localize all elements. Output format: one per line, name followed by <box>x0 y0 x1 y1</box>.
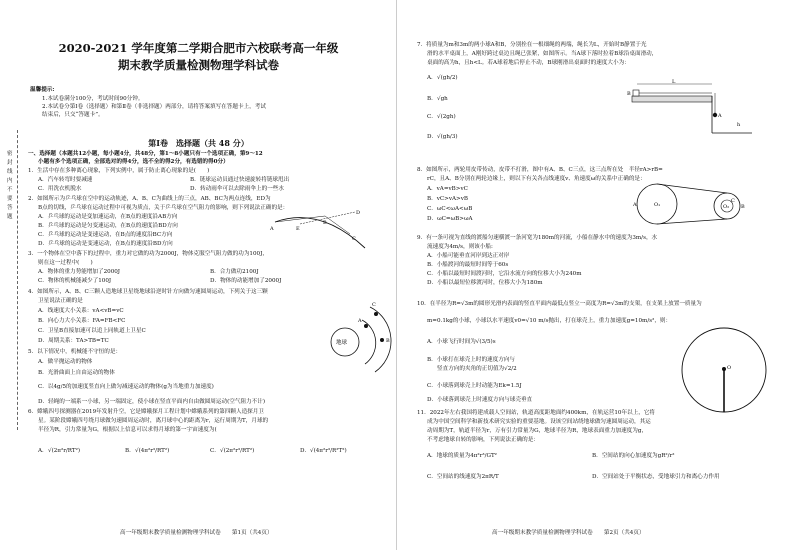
option-label: B． <box>125 448 135 454</box>
option: C．小球落到球壳上时动能为Ek=1.5J <box>427 383 522 389</box>
option-label: D． <box>300 448 311 454</box>
option: A．乒乓球的运动是变加速运动，在B点的速度沿AB方向 <box>38 214 178 220</box>
fig-label: B <box>323 220 327 226</box>
fig-label: B <box>627 91 631 97</box>
text-line: 滑的水平桌面上，A刚好跨过桌边且绳已张紧，如图所示。当A球下落时拉着B球沿桌面滑动， <box>427 51 658 57</box>
text-line: 流速度为4m/s，则该小船: <box>427 244 493 250</box>
option: C．ωC<ωA<ωB <box>427 206 473 212</box>
option-label: D． <box>427 134 438 140</box>
option: B．乒乓球的运动是匀变速运动，在B点的速度沿BD方向 <box>38 223 178 229</box>
option: C．小船以最短时间渡河时，它沿水流方向的位移大小为240m <box>427 271 582 277</box>
option-formula: √(gh/2) <box>437 75 458 81</box>
option: B．合力做功2100J <box>210 269 259 275</box>
option: B．空间站的向心加速度为gR²/r² <box>592 453 675 459</box>
option: D．空间站处于平衡状态，受地球引力和离心力作用 <box>592 474 720 480</box>
option: C．空间站的线速度为2πR/T <box>427 474 499 480</box>
fig-label: O <box>727 365 732 371</box>
fig-label: L <box>672 79 676 85</box>
option: A．做平抛运动的物体 <box>38 359 93 365</box>
option: B．链球运动员通过快速旋转将链球甩出 <box>190 177 290 183</box>
option: D．周期关系：TA>TB=TC <box>38 338 109 344</box>
fig-label: A <box>718 113 722 119</box>
option: B．光滑曲面上自由运动的物体 <box>38 370 115 376</box>
option: D．乒乓球的运动是变速运动，在B点的速度沿BD方向 <box>38 241 173 247</box>
question-8: 8．如图所示，两轮用皮带传动，皮带不打滑，图中有A、B、C三点，这三点所在处 半径rA>rB= <box>417 167 663 173</box>
fig-label: O₂ <box>723 204 730 210</box>
option: C．用洗衣机脱水 <box>38 186 82 192</box>
q8-belt-figure <box>627 182 757 228</box>
exam-page-2 <box>397 0 794 550</box>
text-line: 一、选择题（本题共12小题，每小题4分，共48分，第1～8小题只有一个选项正确，第9～12 <box>28 151 263 157</box>
text-line: 桌面的高为h，且h<L。若A球着地后停止不动，B球刚滑出桌面时的速度大小为： <box>427 60 630 66</box>
question-9: 9．有一条可视为直线的渡船匀速横渡一条河宽为180m的河流，小船在静水中的速度为3m/s，水 <box>417 235 658 241</box>
option-formula: √gh <box>437 96 448 102</box>
exam-title-line2: 期末教学质量检测物理学科试卷 <box>118 58 279 72</box>
notice-item-1: 1.本试卷满分100分，考试时间90分钟。 <box>42 96 144 102</box>
option: D．轻绳的一端系一小球，另一端固定，使小球在竖直平面内自由做圆周运动(空气阻力不计) <box>38 399 266 405</box>
option: B．vC>vA>vB <box>427 196 468 202</box>
option: A．线速度大小关系：vA<vB=vC <box>38 308 124 314</box>
option: D．ωC=ωB>ωA <box>427 216 473 222</box>
option: C．物体的机械能减少了100J <box>38 278 112 284</box>
notice-item-2b: 结束后，只交“答题卡”。 <box>42 112 104 118</box>
section-title: 第Ⅰ卷 选择题（共 48 分） <box>148 138 249 148</box>
option-formula: √(4π²r³/RT²) <box>135 448 170 454</box>
option-formula: √(2π²r³/RT²) <box>220 448 255 454</box>
text-line: 则在这一过程中( ) <box>38 260 93 266</box>
fig-label: A <box>270 226 274 232</box>
q4-orbit-figure <box>300 292 390 372</box>
fig-label: C <box>372 302 376 308</box>
option-label: A． <box>38 448 48 454</box>
question-5: 5．以下情况中，机械能不守恒的是： <box>28 349 122 355</box>
fig-label: 地球 <box>336 340 348 346</box>
option-formula: √(2π²r/RT²) <box>48 448 81 454</box>
q2-trajectory-figure <box>270 210 370 255</box>
seal-line-notice: 密封线内不要答题 <box>7 151 13 220</box>
exam-title-line1: 2020-2021 学年度第二学期合肥市六校联考高一年级 <box>58 41 339 55</box>
fig-label: C <box>731 198 735 204</box>
question-1: 1．生活中存在多种离心现象，下列实例中，属于防止离心现象的是( ) <box>28 168 210 174</box>
option: A．vA=vB>vC <box>427 186 468 192</box>
fig-label: D <box>356 210 361 216</box>
option: B．向心力大小关系：FA=FB<FC <box>38 318 126 324</box>
notice-heading: 温馨提示: <box>30 87 55 93</box>
page-footer: 高一年级期末教学质量检测物理学科试卷 第1页（共4页） <box>120 530 273 536</box>
text-line: 竖直方向的夹角的正切值为√2/2 <box>437 366 517 372</box>
option: A．小球飞行时间为√(3/5)s <box>427 339 496 345</box>
notice-item-2: 2.本试卷分第Ⅰ卷（选择题）和第Ⅱ卷（非选择题）两部分，请将答案填写在答题卡上，考试 <box>42 104 266 110</box>
option: B．小船渡河的最短时间等于60s <box>427 262 509 268</box>
option: A．物体的重力势能增加了2000J <box>38 269 121 275</box>
option: C．乒乓球的运动是变速运动，在B点的速度沿BC方向 <box>38 232 173 238</box>
option-label: C． <box>427 114 437 120</box>
text-line: m=0.1kg的小球，小球以水平速度v0=√10 m/s抛出，打在球壳上，重力加速度g=10m/s²，则： <box>427 318 672 324</box>
page-footer: 高一年级期末教学质量检测物理学科试卷 第2页（共4页） <box>492 530 645 536</box>
text-line: 星。某阶段嫦娥四号绕月球做匀速圆周运动时，离月球中心的距离为r，运行周期为T，月球的 <box>38 418 269 424</box>
text-line: rC，且A、B分别在两轮边缘上，则以下有关各点线速度v、角速度ω的关系中正确的是： <box>427 176 646 182</box>
question-4: 4．如图所示，A、B、C三颗人造地球卫星绕地球沿逆时针方向做匀速圆周运动，下列关于这三颗 <box>28 289 268 295</box>
question-6: 6．嫦娥四号探测器在2019年发射升空，它是嫦娥探月工程计划中嫦娥系列的第四颗人造探月卫 <box>28 409 264 415</box>
option-formula: √(gh/3) <box>437 134 458 140</box>
option: B．小球打在球壳上时的速度方向与 <box>427 357 516 363</box>
text-line: 小题有多个选项正确，全部选对的得4分，选不全的得2分，有选错的得0分） <box>38 159 229 165</box>
question-3: 3．一个物体在空中落下的过程中，重力对它做的功为2000J，物体克服空气阻力做的功为100J， <box>28 251 268 257</box>
text-line: 卫星说法正确的是 <box>38 298 83 304</box>
option: D．转动雨伞可以去除雨伞上的一些水 <box>190 186 284 192</box>
fig-label: C <box>352 236 356 242</box>
option: A．小船可能垂直河岸到达正对岸 <box>427 253 510 259</box>
question-2: 2．如图所示为乒乓球在空中的运动轨迹，A、B、C为曲线上的三点，AB、BC为两点连线，ED为 <box>28 196 271 202</box>
option: A．地球的质量为4π²r³/GT² <box>427 453 497 459</box>
question-7: 7．将质量为m和3m的两小球A和B，分别拴在一根细绳的两端，绳长为L，开始时B静置于光 <box>417 42 647 48</box>
fig-label: B <box>741 204 745 210</box>
option: D．物体的动能增加了2000J <box>210 278 282 284</box>
q7-table-figure <box>627 78 757 138</box>
option-label: B． <box>427 96 437 102</box>
option: D．小球落到球壳上时速度方向与球壳垂直 <box>427 397 533 403</box>
fig-label: B <box>386 338 390 344</box>
question-11: 11．2022年左右我国将建成载人空间站，轨道高度距地面约400km，在轨运营10年以上，它将 <box>417 410 656 416</box>
q10-shell-figure <box>679 325 769 415</box>
fig-label: A <box>633 202 637 208</box>
option-formula: √(2gh) <box>437 114 456 120</box>
question-10: 10．在半径为R=√3m的圆形光滑内表面的竖直平面内最低点竖立一高度为R=√3m的支架，在支架上放置一质量为 <box>417 301 702 307</box>
option-label: C． <box>210 448 220 454</box>
text-line: 不考虑地球自转的影响，下列说法正确的是： <box>427 437 539 443</box>
option: C．以4g/5的加速度竖直向上做匀减速运动的物体(g为当地重力加速度) <box>38 384 214 390</box>
fig-label: E <box>296 226 300 232</box>
text-line: B点的切线，乒乓球在运动过程中可视为质点，关于乒乓球在空气阻力的影响，则下列说法正确的是： <box>38 205 289 211</box>
text-line: 半径为R，引力常量为G，根据以上信息可以求得月球的第一宇宙速度为( <box>38 427 217 433</box>
option: D．小船以最短位移渡河时，位移大小为180m <box>427 280 543 286</box>
fig-label: A <box>358 318 362 324</box>
option-label: A． <box>427 75 437 81</box>
seal-line-divider <box>17 130 19 430</box>
fig-label: h <box>737 122 741 128</box>
text-line: 动周期为T，轨道半径为r，万有引力常量为G，地球半径为R，地球表面重力加速度为g， <box>427 428 648 434</box>
option-formula: √(4π²r³/R²T²) <box>310 448 347 454</box>
text-line: 成为中国空间科学和新技术研究实验的重要基地。设该空间站绕地球做匀速圆周运动，其运 <box>427 419 651 425</box>
option: C．卫星B直接加速可以追上同轨道上卫星C <box>38 328 146 334</box>
fig-label: O₁ <box>654 202 661 208</box>
option: A．汽车转弯时要减速 <box>38 177 93 183</box>
